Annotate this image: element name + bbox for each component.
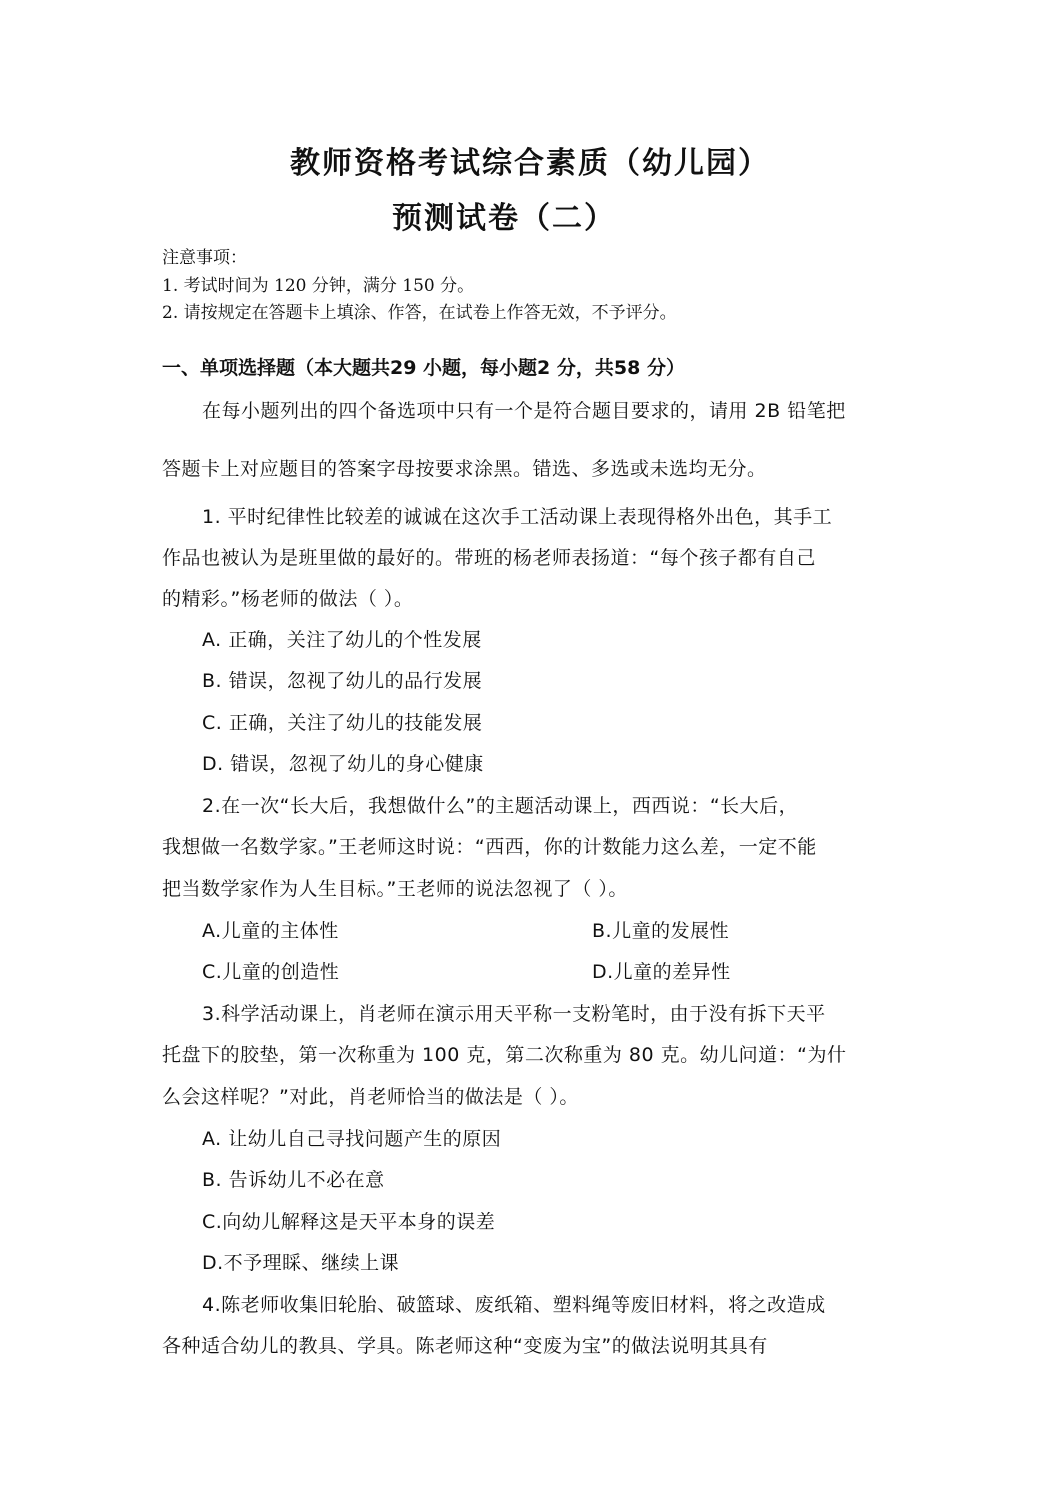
answer-option: C.向幼儿解释这是天平本身的误差 [202, 1211, 496, 1233]
section-heading: 一、单项选择题（本大题共29 小题，每小题2 分，共58 分） [162, 357, 685, 379]
notice-item: 2. 请按规定在答题卡上填涂、作答，在试卷上作答无效，不予评分。 [162, 303, 677, 323]
question-text: 我想做一名数学家。”王老师这时说：“西西，你的计数能力这么差，一定不能 [162, 836, 817, 858]
question-text: 4.陈老师收集旧轮胎、破篮球、废纸箱、塑料绳等废旧材料，将之改造成 [202, 1294, 826, 1316]
answer-option: C.儿童的创造性 [202, 961, 340, 983]
answer-option: D. 错误，忽视了幼儿的身心健康 [202, 753, 484, 775]
answer-option: D.儿童的差异性 [592, 961, 731, 983]
answer-option: B.儿童的发展性 [592, 920, 730, 942]
answer-option: C. 正确，关注了幼儿的技能发展 [202, 712, 483, 734]
question-text: 2.在一次“长大后，我想做什么”的主题活动课上，西西说：“长大后， [202, 795, 799, 817]
question-text: 的精彩。”杨老师的做法（ ）。 [162, 588, 414, 610]
question-text: 把当数学家作为人生目标。”王老师的说法忽视了（ ）。 [162, 878, 628, 900]
section-instruction: 在每小题列出的四个备选项中只有一个是符合题目要求的，请用 2B 铅笔把 [202, 400, 846, 422]
page-subtitle: 预测试卷（二） [392, 201, 616, 236]
answer-option: B. 错误，忽视了幼儿的品行发展 [202, 670, 483, 692]
section-instruction: 答题卡上对应题目的答案字母按要求涂黑。错选、多选或未选均无分。 [162, 458, 767, 480]
question-text: 么会这样呢？”对此，肖老师恰当的做法是（ ）。 [162, 1086, 579, 1108]
answer-option: A. 正确，关注了幼儿的个性发展 [202, 629, 482, 651]
notice-heading: 注意事项： [162, 248, 247, 268]
question-text: 作品也被认为是班里做的最好的。带班的杨老师表扬道：“每个孩子都有自己 [162, 547, 816, 569]
question-text: 3.科学活动课上，肖老师在演示用天平称一支粉笔时，由于没有拆下天平 [202, 1003, 826, 1025]
page-title: 教师资格考试综合素质（幼儿园） [290, 146, 770, 181]
answer-option: B. 告诉幼儿不必在意 [202, 1169, 385, 1191]
question-text: 1. 平时纪律性比较差的诚诚在这次手工活动课上表现得格外出色，其手工 [202, 506, 833, 528]
question-text: 各种适合幼儿的教具、学具。陈老师这种“变废为宝”的做法说明其具有 [162, 1335, 768, 1357]
answer-option: D.不予理睬、继续上课 [202, 1252, 400, 1274]
question-text: 托盘下的胶垫，第一次称重为 100 克，第二次称重为 80 克。幼儿问道：“为什 [162, 1044, 847, 1066]
answer-option: A. 让幼儿自己寻找问题产生的原因 [202, 1128, 502, 1150]
answer-option: A.儿童的主体性 [202, 920, 339, 942]
notice-item: 1. 考试时间为 120 分钟，满分 150 分。 [162, 276, 475, 296]
